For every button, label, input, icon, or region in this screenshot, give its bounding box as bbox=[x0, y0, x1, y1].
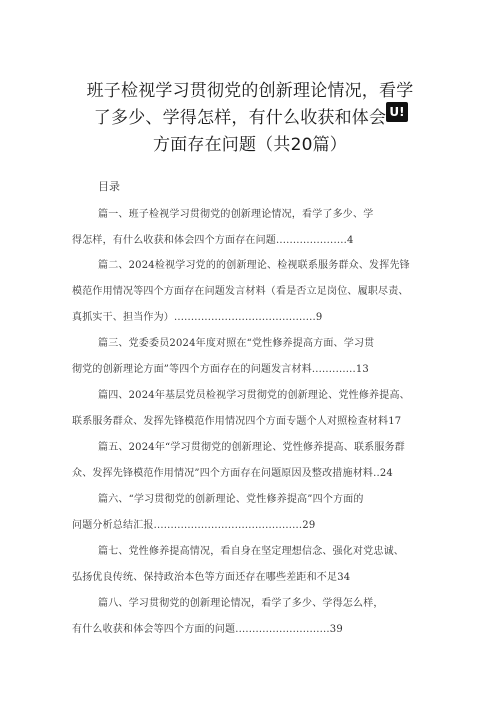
toc-entry-line: 有什么收获和体会等四个方面的问题............................39 bbox=[72, 624, 343, 635]
toc-entry-line: 众、发挥先锋模范作用情况”四个方面存在问题原因及整改措施材料..24 bbox=[72, 468, 393, 479]
document-title-line-3: 方面存在问题（共20篇） bbox=[152, 135, 348, 155]
toc-entry-line: 彻党的创新理论方面”等四个方面存在的问题发言材料.............13 bbox=[72, 364, 369, 375]
toc-entry-line: 篇八、学习贯彻党的创新理论情况，看学了多少、学得怎么样， bbox=[98, 598, 384, 609]
toc-entry-line: 篇一、班子检视学习贯彻党的创新理论情况，看学了多少、学 bbox=[98, 209, 374, 220]
document-title-line-1: 班子检视学习贯彻党的创新理论情况，看学 bbox=[86, 81, 414, 101]
toc-entry-line: 得怎样，有什么收获和体会四个方面存在问题.....................4 bbox=[72, 235, 354, 246]
toc-entry-line: 弘扬优良传统、保持政治本色等方面还存在哪些差距和不足34 bbox=[72, 572, 351, 583]
toc-entry-line: 模范作用情况等四个方面存在问题发言材料（看是否立足岗位、履职尽责、 bbox=[72, 286, 409, 297]
toc-entry-line: 篇三、党委委员2024年度对照在“党性修养提高方面、学习贯 bbox=[98, 338, 375, 349]
toc-heading: 目录 bbox=[98, 180, 120, 193]
toc-entry-line: 真抓实干、担当作为）..........................................9 bbox=[72, 312, 323, 323]
toc-entry-line: 篇七、党性修养提高情况，看自身在坚定理想信念、强化对党忠诚、 bbox=[98, 546, 404, 557]
watermark-badge: U! bbox=[386, 102, 408, 122]
document-title-line-2: 了多少、学得怎样，有什么收获和体会 bbox=[93, 108, 387, 128]
toc-entry-line: 篇四、2024年基层党员检视学习贯彻党的创新理论、党性修养提高、 bbox=[98, 390, 410, 401]
toc-entry-line: 篇二、2024检视学习党的的创新理论、检视联系服务群众、发挥先锋 bbox=[98, 260, 410, 271]
toc-entry-line: 篇六、“学习贯彻党的创新理论、党性修养提高”四个方面的 bbox=[98, 494, 364, 505]
toc-entry-line: 问题分析总结汇报............................................29 bbox=[72, 520, 316, 531]
toc-entry-line: 篇五、2024年“学习贯彻党的创新理论、党性修养提高、联系服务群 bbox=[98, 442, 405, 453]
toc-entry-line: 联系服务群众、发挥先锋模范作用情况四个方面专题个人对照检查材料17 bbox=[72, 416, 402, 427]
